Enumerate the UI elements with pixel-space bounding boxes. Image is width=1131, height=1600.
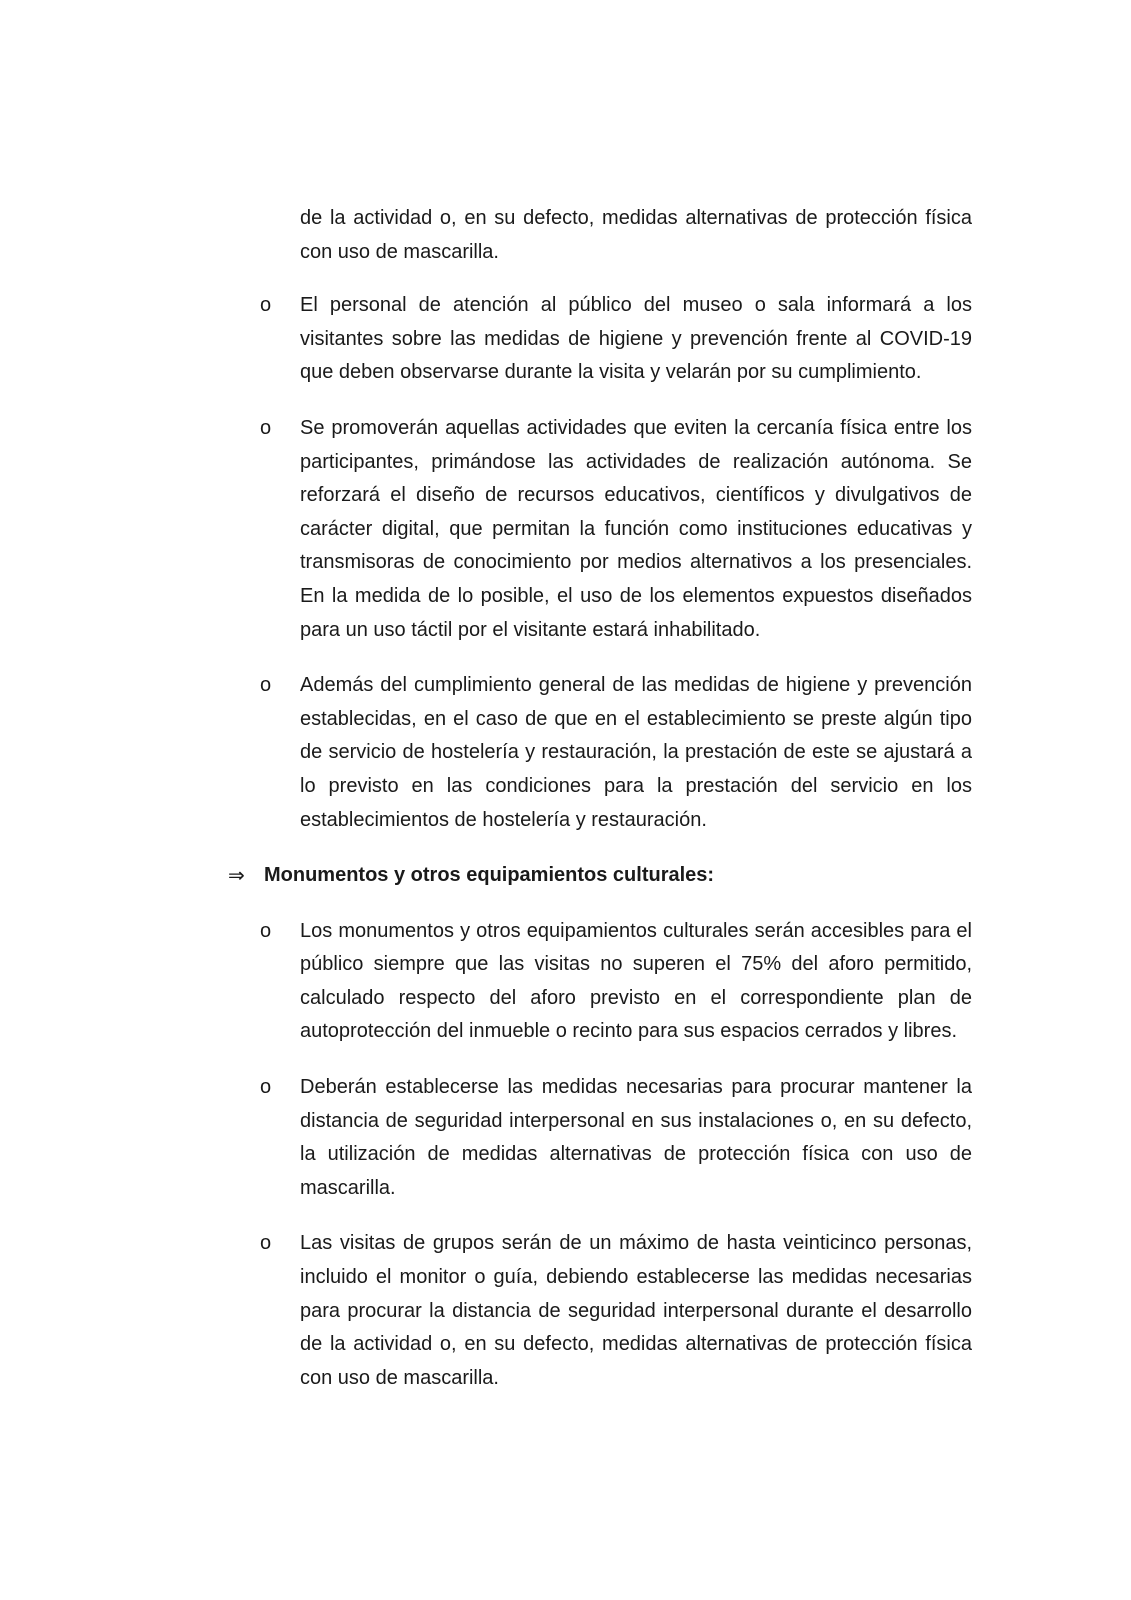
list-item xyxy=(228,289,972,390)
circle-bullet-icon: o xyxy=(260,1232,272,1255)
list-item-text: Además del cumplimiento general de las medidas de higiene y prevención establecidas, en el caso de que en el establecimiento se preste algún tipo de servicio de hostelería y restauración, la prestación de este se ajustará a lo previsto en las condiciones para la prestación del servicio en los establecimientos de hostelería y restauración. xyxy=(300,674,972,831)
circle-bullet-icon: o xyxy=(260,919,272,942)
section-heading xyxy=(228,859,972,893)
intro-continuation-paragraph: de la actividad o, en su defecto, medidas alternativas de protección física con uso de mascarilla. xyxy=(300,207,972,263)
double-arrow-icon: ⇒ xyxy=(228,863,245,888)
circle-bullet-icon: o xyxy=(260,416,272,439)
circle-bullet-icon: o xyxy=(260,674,272,697)
page-content xyxy=(228,202,972,1395)
list-item xyxy=(228,1071,972,1205)
circle-bullet-icon: o xyxy=(260,1076,272,1099)
list-item-text: Las visitas de grupos serán de un máximo de hasta veinticinco personas, incluido el monitor o guía, debiendo establecerse las medidas necesarias para procurar la distancia de seguridad interpersonal durante el desarrollo de la actividad o, en su defecto, medidas alternativas de protección física con uso de mascarilla. xyxy=(300,1232,972,1389)
list-item xyxy=(228,669,972,837)
list-item xyxy=(228,412,972,647)
list-item-text: El personal de atención al público del museo o sala informará a los visitantes sobre las medidas de higiene y prevención frente al COVID-19 que deben observarse durante la visita y velarán por su cumplimiento. xyxy=(300,294,972,384)
section-heading-text: Monumentos y otros equipamientos culturales: xyxy=(264,864,715,887)
list-item xyxy=(228,1227,972,1395)
list-item-text: Deberán establecerse las medidas necesarias para procurar mantener la distancia de seguridad interpersonal en sus instalaciones o, en su defecto, la utilización de medidas alternativas de protección física con uso de mascarilla. xyxy=(300,1076,972,1199)
list-item-text: Se promoverán aquellas actividades que eviten la cercanía física entre los participantes, primándose las actividades de realización autónoma. Se reforzará el diseño de recursos educativos, científicos y divulgativos de carácter digital, que permitan la función como instituciones educativas y transmisoras de conocimiento por medios alternativos a los presenciales. En la medida de lo posible, el uso de los elementos expuestos diseñados para un uso táctil por el visitante estará inhabilitado. xyxy=(300,416,972,641)
list-item xyxy=(228,915,972,1049)
list-item-text: Los monumentos y otros equipamientos culturales serán accesibles para el público siempre que las visitas no superen el 75% del aforo permitido, calculado respecto del aforo previsto en el correspondiente plan de autoprotección del inmueble o recinto para sus espacios cerrados y libres. xyxy=(300,919,972,1043)
circle-bullet-icon: o xyxy=(260,294,272,317)
